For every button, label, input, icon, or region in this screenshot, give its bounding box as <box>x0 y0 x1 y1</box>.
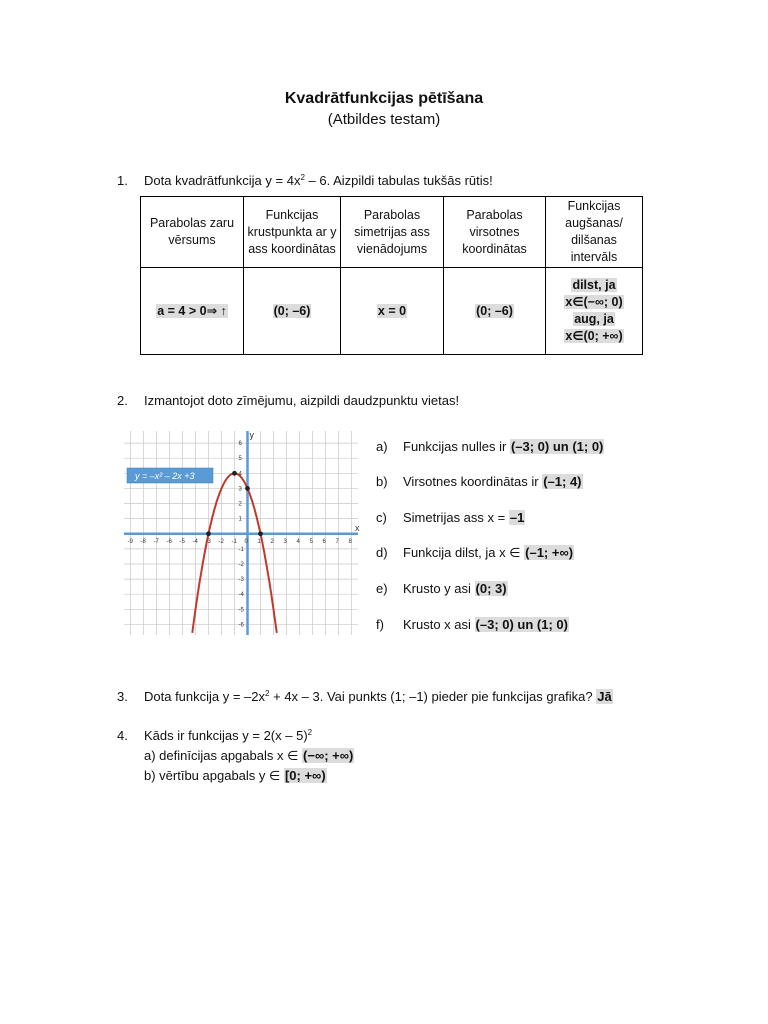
x-tick-label: -7 <box>153 538 159 545</box>
y-tick-label: 6 <box>238 441 242 448</box>
answer-symmetry-axis: x = 0 <box>377 303 407 318</box>
list-item <box>376 545 574 561</box>
question-4b <box>144 768 327 784</box>
table-answer-row <box>141 268 643 355</box>
item-answer: (–3; 0) un (1; 0) <box>510 439 604 454</box>
x-axis-label: x <box>355 522 360 533</box>
question-text-cont: – 6. Aizpildi tabulas tukšās rūtis! <box>304 173 493 188</box>
table-header-row <box>141 197 643 268</box>
question-4a <box>144 748 354 764</box>
formula-label: y = –x² – 2x +3 <box>135 471 195 481</box>
list-item <box>376 617 569 632</box>
graph-point <box>206 531 211 536</box>
answer-interval-line: dilst, ja <box>572 278 616 292</box>
list-item <box>376 510 525 525</box>
question-number: 4. <box>117 728 128 743</box>
table-answer-cell <box>244 268 341 355</box>
x-tick-label: -2 <box>218 538 224 545</box>
table-header-cell: Parabolas simetrijas ass vienādojums <box>341 197 444 268</box>
item-label: a) <box>376 439 388 454</box>
x-tick-label: -6 <box>166 538 172 545</box>
page-title: Kvadrātfunkcijas pētīšana <box>284 90 484 107</box>
question-3 <box>117 689 613 704</box>
graph-point <box>232 471 237 476</box>
answer-vertex: (0; –6) <box>476 303 513 318</box>
formula-box <box>127 468 213 483</box>
item-label: c) <box>376 510 387 525</box>
question-number: 1. <box>117 173 128 188</box>
item-text: Funkcija dilst, ja x ∈ <box>403 545 525 560</box>
answer-direction: a = 4 > 0⇒ ↑ <box>157 303 227 318</box>
y-axis-label: y <box>249 430 254 440</box>
y-tick-label: -2 <box>238 561 244 568</box>
item-text: Simetrijas ass x = <box>403 510 509 525</box>
x-tick-label: -3 <box>205 538 211 545</box>
x-tick-label: -5 <box>179 538 185 545</box>
y-tick-label: 4 <box>238 471 242 478</box>
item-answer: (–3; 0) un (1; 0) <box>475 617 568 632</box>
answer-interval-line: x∈(0; +∞) <box>565 329 623 343</box>
answer-y-intercept: (0; –6) <box>273 303 311 318</box>
x-tick-label: 3 <box>283 538 287 545</box>
list-item <box>376 439 604 454</box>
exponent: 2 <box>265 689 270 698</box>
parabola-graph <box>121 428 361 638</box>
table-header-cell: Funkcijas krustpunkta ar y ass koordinātas <box>244 197 341 268</box>
x-tick-label: 5 <box>309 538 313 545</box>
list-item <box>376 474 583 489</box>
y-tick-label: -5 <box>238 607 244 614</box>
question-answer: Jā <box>597 689 612 704</box>
table-header-cell: Funkcijas augšanas/ dilšanas intervāls <box>546 197 643 268</box>
y-tick-label: 5 <box>238 456 242 463</box>
question-4 <box>117 728 312 743</box>
y-tick-label: 1 <box>238 516 242 523</box>
x-tick-label: -4 <box>192 538 198 545</box>
graph-point <box>258 531 263 536</box>
item-text: a) definīcijas apgabals x ∈ <box>144 748 303 763</box>
y-tick-label: 3 <box>238 486 242 493</box>
y-tick-label: -3 <box>238 577 244 584</box>
graph-point <box>245 486 250 491</box>
item-text: Krusto x asi <box>403 617 475 632</box>
answer-table <box>140 196 643 355</box>
x-tick-label: -8 <box>140 538 146 545</box>
item-text: Virsotnes koordinātas ir <box>403 474 543 489</box>
question-text: Dota kvadrātfunkcija y = 4x <box>144 173 301 188</box>
x-tick-label: 4 <box>296 538 300 545</box>
page-subtitle: (Atbildes testam) <box>327 111 441 128</box>
table-answer-cell <box>546 268 643 355</box>
question-text: Izmantojot doto zīmējumu, aizpildi daudzpunktu vietas! <box>144 393 460 408</box>
question-number: 2. <box>117 393 128 408</box>
item-answer: [0; +∞) <box>284 768 326 783</box>
x-tick-label: 8 <box>348 538 352 545</box>
item-answer: (−∞; +∞) <box>303 748 354 763</box>
answer-interval-line: aug, ja <box>574 312 614 326</box>
y-tick-label: 2 <box>238 501 242 508</box>
question-2 <box>117 393 459 408</box>
x-tick-label: 0 <box>244 538 248 545</box>
answer-interval-line: x∈(−∞; 0) <box>565 295 623 309</box>
table-header-cell: Parabolas zaru vērsums <box>141 197 244 268</box>
question-text: Dota funkcija y = –2x <box>144 689 266 704</box>
x-tick-label: 7 <box>335 538 339 545</box>
table-answer-cell <box>341 268 444 355</box>
table-header-cell: Parabolas virsotnes koordinātas <box>444 197 546 268</box>
list-item <box>376 581 508 596</box>
item-text: b) vērtību apgabals y ∈ <box>144 768 284 783</box>
item-answer: (–1; 4) <box>543 474 582 489</box>
question-1 <box>117 173 493 188</box>
item-answer: –1 <box>509 510 525 525</box>
question-text: Kāds ir funkcijas y = 2(x – 5) <box>144 728 308 743</box>
table-answer-cell <box>444 268 546 355</box>
y-tick-label: -6 <box>238 622 244 629</box>
y-tick-label: -4 <box>238 592 244 599</box>
x-tick-label: 1 <box>257 538 261 545</box>
table-answer-cell <box>141 268 244 355</box>
exponent: 2 <box>307 728 313 737</box>
exponent: 2 <box>300 173 305 182</box>
item-text: Funkcijas nulles ir <box>403 439 510 454</box>
x-tick-label: -1 <box>231 538 237 545</box>
y-tick-label: -1 <box>238 546 244 553</box>
x-tick-label: 6 <box>322 538 326 545</box>
question-number: 3. <box>117 689 128 704</box>
question-text-cont: + 4x – 3. Vai punkts (1; –1) pieder pie funkcijas grafika? <box>269 689 597 704</box>
item-label: d) <box>376 545 388 560</box>
item-text: Krusto y asi <box>403 581 475 596</box>
x-tick-label: -9 <box>127 538 133 545</box>
item-answer: (0; 3) <box>475 581 507 596</box>
item-answer: (–1; +∞) <box>525 545 574 560</box>
item-label: b) <box>376 474 388 489</box>
item-label: e) <box>376 581 388 596</box>
item-label: f) <box>376 617 384 632</box>
x-tick-label: 2 <box>270 538 274 545</box>
